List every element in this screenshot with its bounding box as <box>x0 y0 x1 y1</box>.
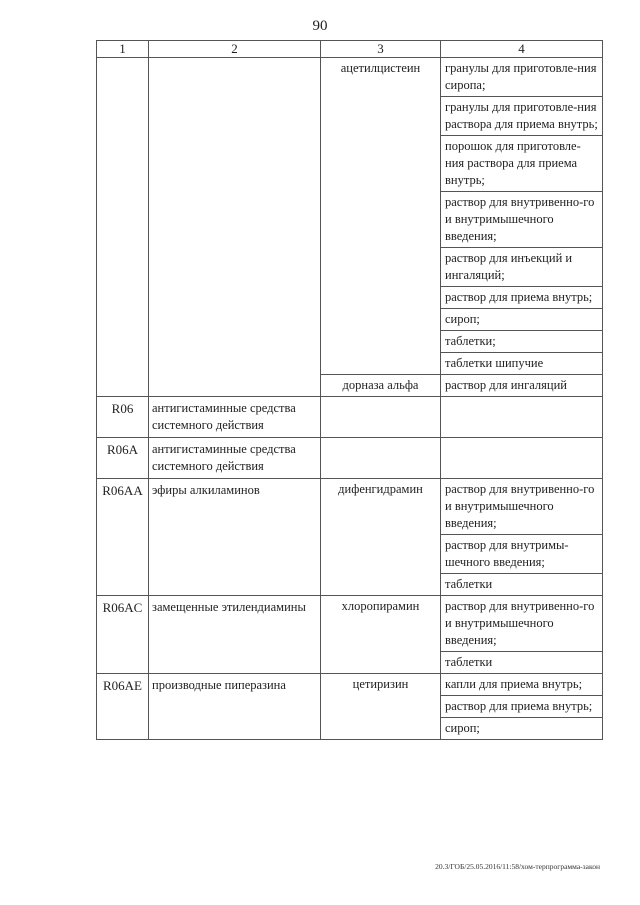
dosage-form-item: гранулы для приготовле-ния раствора для приема внутрь; <box>441 96 602 135</box>
dosage-form-item: порошок для приготовле-ния раствора для приема внутрь; <box>441 135 602 191</box>
drug-name-cell: цетиризин <box>321 674 441 740</box>
dosage-form-item: таблетки шипучие <box>441 352 602 374</box>
atc-code-cell: R06AA <box>97 479 149 596</box>
dosage-forms-cell <box>441 674 603 740</box>
dosage-forms-cell <box>441 375 603 397</box>
column-header: 1 <box>97 41 149 58</box>
dosage-forms-cell <box>441 596 603 674</box>
table-row <box>97 596 603 674</box>
table-row <box>97 674 603 740</box>
dosage-form-item: раствор для ингаляций <box>445 378 567 392</box>
table-header-row <box>97 41 603 58</box>
dosage-form-item: сироп; <box>441 308 602 330</box>
dosage-forms-cell <box>441 58 603 375</box>
drug-name-cell <box>321 438 441 479</box>
drug-name-cell: ацетилцистеин <box>321 58 441 375</box>
table-body <box>97 58 603 740</box>
atc-code-cell: R06AC <box>97 596 149 674</box>
atc-code-cell: R06AE <box>97 674 149 740</box>
dosage-forms-cell <box>441 479 603 596</box>
atc-group-cell: производные пиперазина <box>149 674 321 740</box>
dosage-form-item: таблетки <box>441 651 602 673</box>
column-header: 2 <box>149 41 321 58</box>
dosage-form-item: гранулы для приготовле-ния сиропа; <box>445 61 597 92</box>
table-row <box>97 58 603 375</box>
dosage-forms-cell <box>441 438 603 479</box>
dosage-form-item: таблетки <box>441 573 602 595</box>
atc-code-cell: R06A <box>97 438 149 479</box>
dosage-form-item: раствор для приема внутрь; <box>441 695 602 717</box>
atc-code-cell: R06 <box>97 397 149 438</box>
table-row <box>97 479 603 596</box>
dosage-form-item: сироп; <box>441 717 602 739</box>
drug-name-cell: дифенгидрамин <box>321 479 441 596</box>
drug-table <box>96 40 603 740</box>
dosage-forms-cell <box>441 397 603 438</box>
atc-group-cell: антигистаминные средства системного действия <box>149 397 321 438</box>
dosage-form-item: раствор для внутримы-шечного введения; <box>441 534 602 573</box>
column-header: 4 <box>441 41 603 58</box>
dosage-form-item: раствор для внутривенно-го и внутримышечного введения; <box>445 482 595 530</box>
atc-group-cell <box>149 58 321 397</box>
dosage-form-item: раствор для внутривенно-го и внутримышечного введения; <box>441 191 602 247</box>
atc-group-cell: эфиры алкиламинов <box>149 479 321 596</box>
atc-group-cell: замещенные этилендиамины <box>149 596 321 674</box>
drug-name-cell: хлоропирамин <box>321 596 441 674</box>
table-row <box>97 438 603 479</box>
drug-name-cell <box>321 397 441 438</box>
dosage-form-item: капли для приема внутрь; <box>445 677 583 691</box>
drug-name-cell: дорназа альфа <box>321 375 441 397</box>
dosage-form-item: раствор для инъекций и ингаляций; <box>441 247 602 286</box>
footer-stamp: 20.3/ГОБ/25.05.2016/11:58/хом-терпрограмма-закон <box>435 862 600 871</box>
page-number: 90 <box>312 18 328 34</box>
atc-code-cell <box>97 58 149 397</box>
dosage-form-item: раствор для внутривенно-го и внутримышечного введения; <box>445 599 595 647</box>
column-header: 3 <box>321 41 441 58</box>
table-row <box>97 397 603 438</box>
dosage-form-item: раствор для приема внутрь; <box>441 286 602 308</box>
atc-group-cell: антигистаминные средства системного действия <box>149 438 321 479</box>
dosage-form-item: таблетки; <box>441 330 602 352</box>
